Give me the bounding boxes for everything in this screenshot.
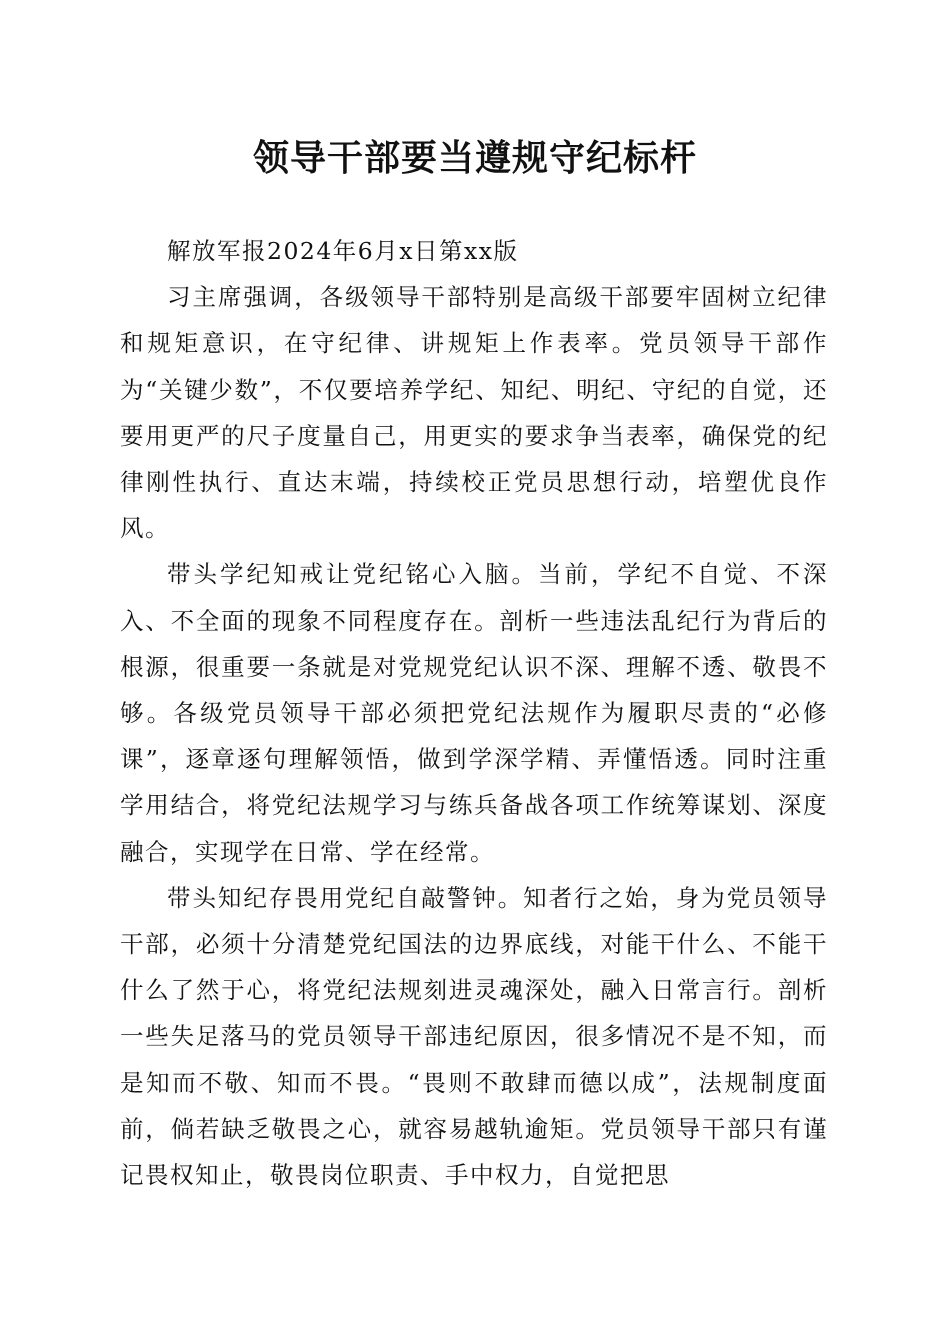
source-line: 解放军报2024年6月x日第xx版 <box>167 237 519 265</box>
document-title: 领导干部要当遵规守纪标杆 <box>252 137 697 179</box>
paragraph: 习主席强调，各级领导干部特别是高级干部要牢固树立纪律和规矩意识，在守纪律、讲规矩上作表率。党员领导干部作为“关键少数”，不仅要培养学纪、知纪、明纪、守纪的自觉，还要用更严的尺子度量自己，用更实的要求争当表率，确保党的纪律刚性执行、直达末端，持续校正党员思想行动，培塑优良作风。 <box>120 283 828 543</box>
paragraph: 带头学纪知戒让党纪铭心入脑。当前，学纪不自觉、不深入、不全面的现象不同程度存在。剖析一些违法乱纪行为背后的根源，很重要一条就是对党规党纪认识不深、理解不透、敬畏不够。各级党员领导干部必须把党纪法规作为履职尽责的“必修课”，逐章逐句理解领悟，做到学深学精、弄懂悟透。同时注重学用结合，将党纪法规学习与练兵备战各项工作统筹谋划、深度融合，实现学在日常、学在经常。 <box>120 560 828 866</box>
paragraph: 带头知纪存畏用党纪自敲警钟。知者行之始，身为党员领导干部，必须十分清楚党纪国法的边界底线，对能干什么、不能干什么了然于心，将党纪法规刻进灵魂深处，融入日常言行。剖析一些失足落马的党员领导干部违纪原因，很多情况不是不知，而是知而不敬、知而不畏。“畏则不敢肆而德以成”，法规制度面前，倘若缺乏敬畏之心，就容易越轨逾矩。党员领导干部只有谨记畏权知止，敬畏岗位职责、手中权力，自觉把思 <box>120 883 828 1190</box>
document-body <box>120 228 828 1198</box>
